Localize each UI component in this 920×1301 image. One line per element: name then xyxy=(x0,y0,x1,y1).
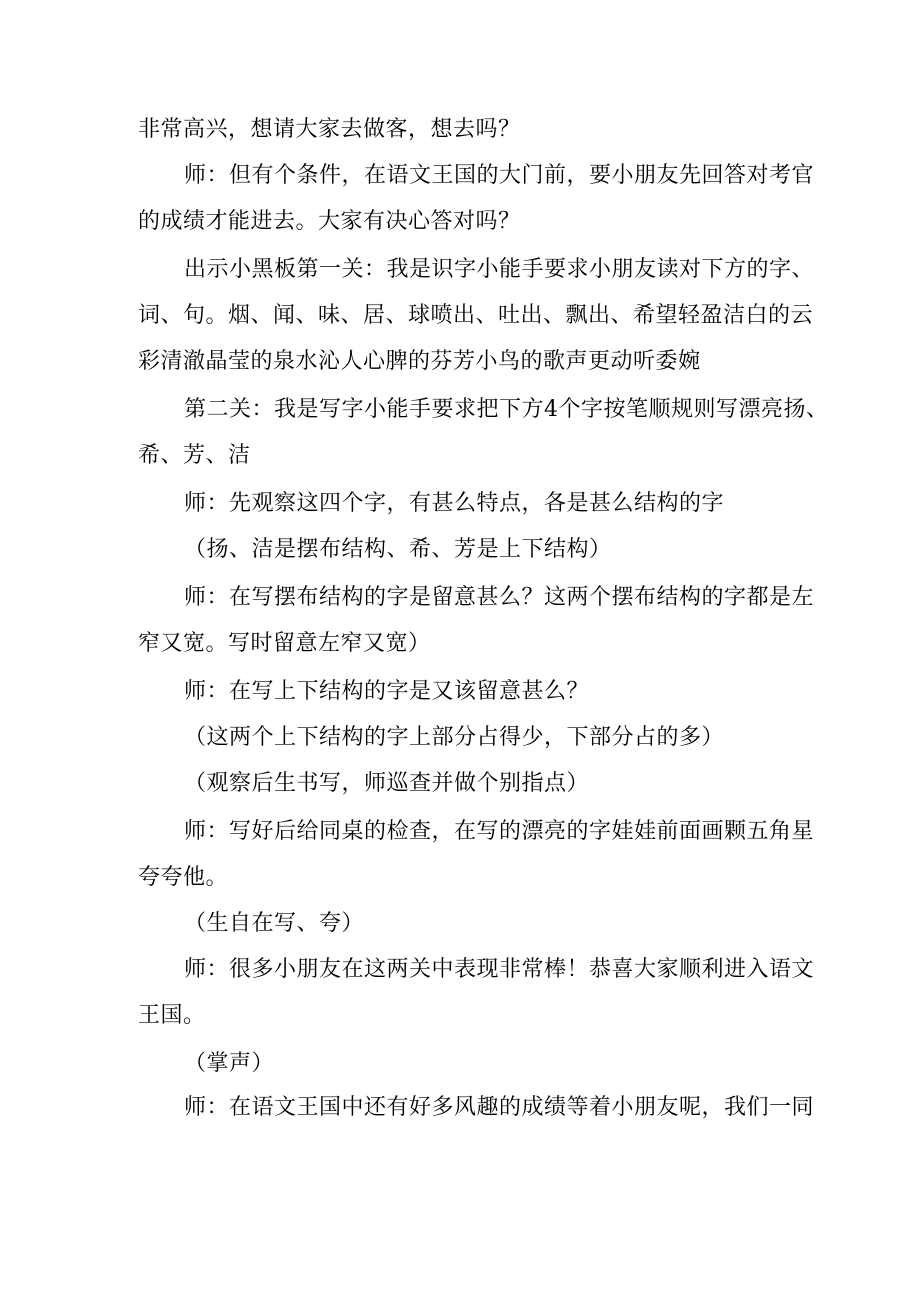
text-line: （生自在写、夸） xyxy=(184,911,365,936)
text-line: 师：在语文王国中还有好多风趣的成绩等着小朋友呢，我们一同 xyxy=(184,1095,815,1120)
text-line: 师：先观察这四个字，有甚么特点，各是甚么结构的字 xyxy=(184,491,725,516)
text-line: （这两个上下结构的字上部分占得少，下部分占的多） xyxy=(184,725,725,750)
text-line: 的成绩才能进去。大家有决心答对吗？ xyxy=(138,209,521,234)
text-line: 师：写好后给同桌的检查，在写的漂亮的字娃娃前面画颗五角星 xyxy=(184,819,815,844)
text-line: 师：很多小朋友在这两关中表现非常棒！恭喜大家顺利进入语文 xyxy=(184,957,815,982)
text-line: 希、芳、洁 xyxy=(138,443,251,468)
text-line: （扬、洁是摆布结构、希、芳是上下结构） xyxy=(184,537,612,562)
text-line: （掌声） xyxy=(184,1051,275,1076)
text-line: 夸夸他。 xyxy=(138,865,229,890)
text-line: 师：在写摆布结构的字是留意甚么？这两个摆布结构的字都是左 xyxy=(184,585,815,610)
text-line: 彩清澈晶莹的泉水沁人心脾的芬芳小鸟的歌声更动听委婉 xyxy=(138,349,701,374)
text-line: 王国。 xyxy=(138,1003,206,1028)
text-line: 非常高兴，想请大家去做客，想去吗？ xyxy=(138,117,521,142)
text-line: 词、句。烟、闻、味、居、球喷出、吐出、飘出、希望轻盈洁白的云 xyxy=(138,303,814,328)
text-line: 师：在写上下结构的字是又该留意甚么？ xyxy=(184,679,590,704)
text-line: 师：但有个条件，在语文王国的大门前，要小朋友先回答对考官 xyxy=(184,163,815,188)
text-line: 出示小黑板第一关：我是识字小能手要求小朋友读对下方的字、 xyxy=(184,257,815,282)
text-line: （观察后生书写，师巡查并做个别指点） xyxy=(184,771,590,796)
text-line: 窄又宽。写时留意左窄又宽） xyxy=(138,631,431,656)
text-line: 第二关：我是写字小能手要求把下方4个字按笔顺规则写漂亮扬、 xyxy=(184,397,829,422)
